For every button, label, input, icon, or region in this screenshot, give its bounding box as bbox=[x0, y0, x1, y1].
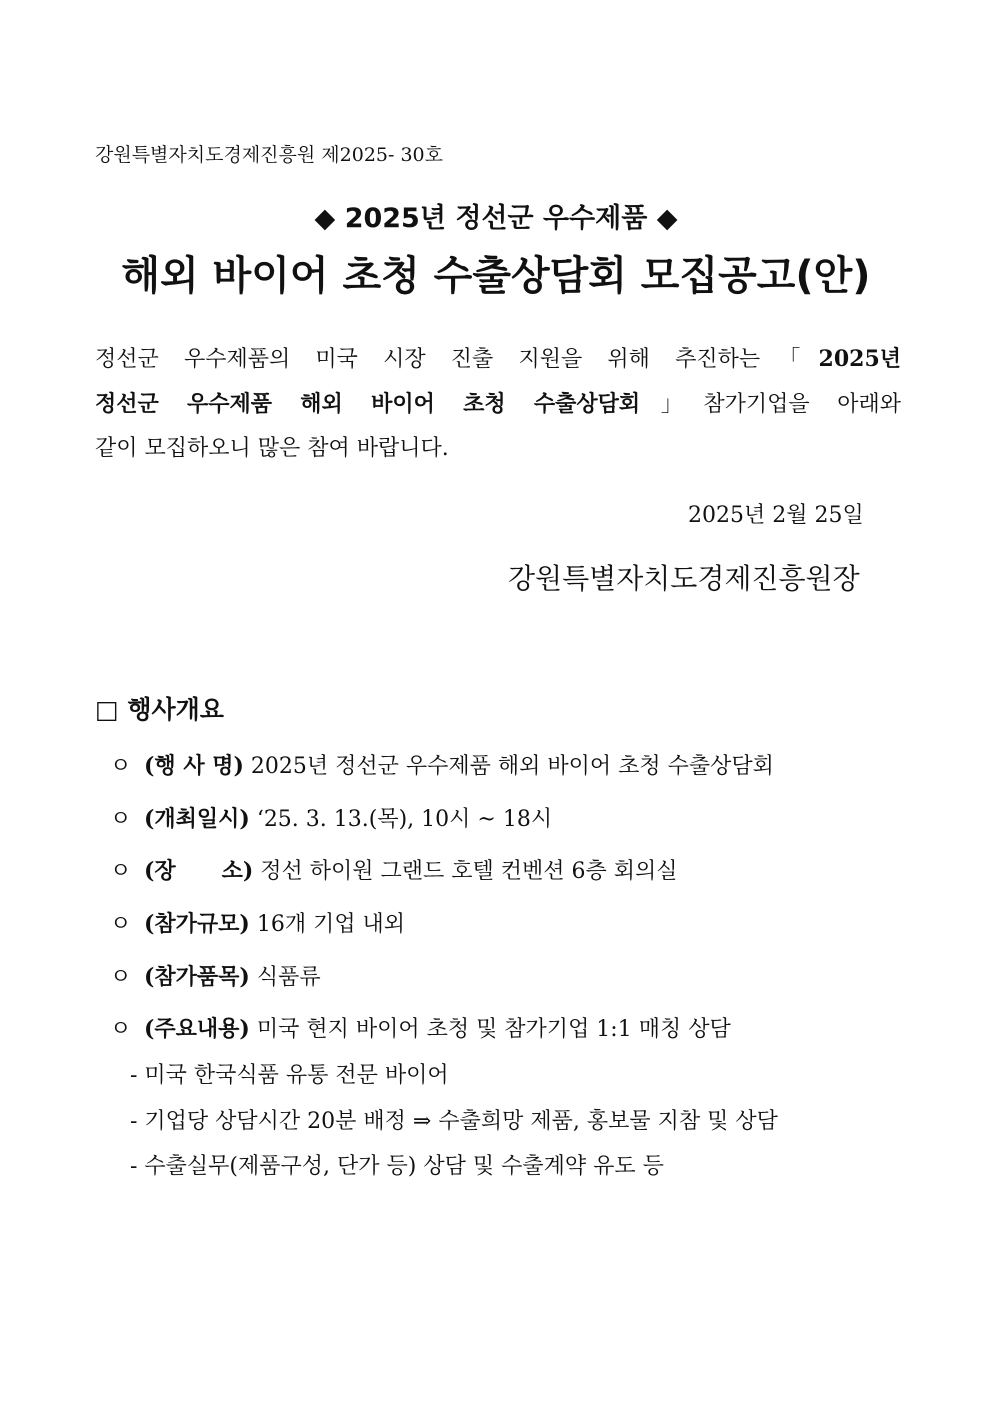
document-number: 강원특별자치도경제진흥원 제2025- 30호 bbox=[95, 144, 443, 166]
item-label: (참가품목) bbox=[144, 964, 250, 990]
overview-item-event-name bbox=[110, 749, 774, 780]
intro-text: 」참가기업을 아래와 bbox=[640, 392, 902, 417]
item-value: 식품류 bbox=[249, 965, 321, 990]
overview-item-datetime bbox=[110, 802, 552, 833]
bullet: ㅇ bbox=[110, 912, 132, 937]
item-label: (참가규모) bbox=[144, 911, 250, 937]
detail-item: - 미국 한국식품 유통 전문 바이어 bbox=[130, 1063, 449, 1088]
bullet: ㅇ bbox=[110, 807, 132, 832]
item-label: (주요내용) bbox=[144, 1016, 250, 1042]
intro-line-3: 같이 모집하오니 많은 참여 바랍니다. bbox=[95, 436, 449, 461]
intro-event-name: 2025년 bbox=[818, 346, 901, 372]
item-value: 2025년 정선군 우수제품 해외 바이어 초청 수출상담회 bbox=[243, 754, 774, 779]
item-label: (개최일시) bbox=[144, 806, 250, 832]
detail-item: - 기업당 상담시간 20분 배정 ⇒ 수출희망 제품, 홍보물 지참 및 상담 bbox=[130, 1109, 778, 1134]
detail-item: - 수출실무(제품구성, 단가 등) 상담 및 수출계약 유도 등 bbox=[130, 1154, 664, 1179]
intro-event-name: 정선군 우수제품 해외 바이어 초청 수출상담회 bbox=[95, 391, 641, 417]
overview-item-content bbox=[110, 1012, 731, 1043]
intro-paragraph bbox=[95, 337, 901, 471]
bullet: ㅇ bbox=[110, 965, 132, 990]
intro-line-1 bbox=[95, 337, 901, 382]
issuer-name: 강원특별자치도경제진흥원장 bbox=[508, 562, 860, 595]
overview-item-scale bbox=[110, 907, 405, 938]
document-date: 2025년 2월 25일 bbox=[688, 503, 864, 528]
item-value: 정선 하이원 그랜드 호텔 컨벤션 6층 회의실 bbox=[253, 859, 678, 884]
overview-item-venue bbox=[110, 854, 678, 885]
section-title: □ 행사개요 bbox=[95, 695, 224, 724]
item-label: (행 사 명) bbox=[144, 753, 244, 779]
overview-item-products bbox=[110, 960, 321, 991]
document-title: 해외 바이어 초청 수출상담회 모집공고(안) bbox=[121, 253, 871, 299]
item-value: 16개 기업 내외 bbox=[249, 912, 406, 937]
item-label: (장 소) bbox=[144, 858, 254, 884]
intro-line-2 bbox=[95, 382, 901, 427]
item-value: 미국 현지 바이어 초청 및 참가기업 1:1 매칭 상담 bbox=[249, 1017, 731, 1042]
intro-text: 정선군 우수제품의 미국 시장 진출 지원을 위해 추진하는「 bbox=[95, 347, 819, 372]
document-subtitle: ◆ 2025년 정선군 우수제품 ◆ bbox=[314, 203, 678, 234]
bullet: ㅇ bbox=[110, 754, 132, 779]
bullet: ㅇ bbox=[110, 859, 132, 884]
item-value: ‘25. 3. 13.(목), 10시 ~ 18시 bbox=[249, 807, 553, 832]
bullet: ㅇ bbox=[110, 1017, 132, 1042]
